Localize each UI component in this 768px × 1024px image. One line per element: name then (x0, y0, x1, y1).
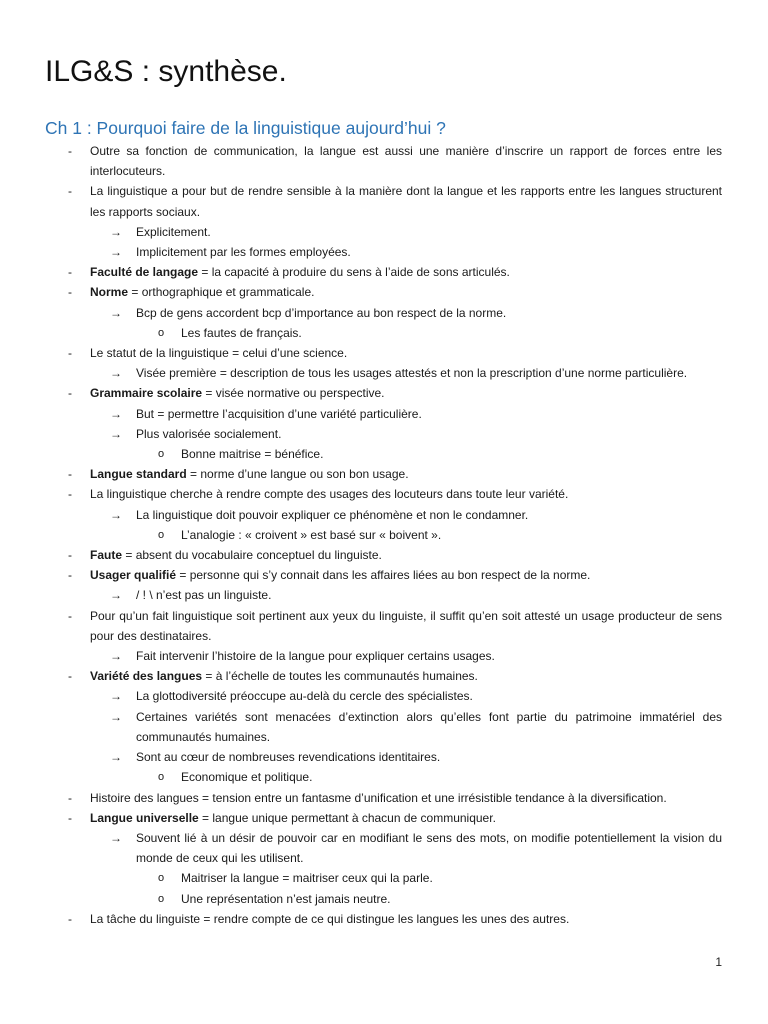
list-item (110, 585, 722, 605)
list-item (110, 424, 722, 444)
definition: = langue unique permettant à chacun de communiquer. (198, 810, 496, 825)
term: Langue standard (90, 467, 187, 482)
list-item (158, 323, 722, 343)
dash-marker: - (68, 487, 72, 502)
list-item (158, 889, 722, 909)
term: Faute (90, 548, 123, 563)
list-item-text (136, 828, 722, 868)
list-item (158, 525, 722, 545)
definition: Economique et politique. (181, 770, 313, 785)
arrow-icon: → (110, 588, 122, 603)
list-item-text (136, 646, 722, 666)
list-item (110, 747, 722, 767)
chapter-heading: Ch 1 : Pourquoi faire de la linguistique aujourd’hui ? (45, 118, 446, 138)
list-item (68, 808, 722, 828)
list-item-text (136, 585, 722, 605)
list-item-text (90, 666, 722, 686)
list-item-text (136, 686, 722, 706)
list-item (68, 181, 722, 221)
term: Norme (90, 285, 129, 300)
term: Faculté de langage (90, 265, 199, 280)
definition: Les fautes de français. (181, 325, 302, 340)
list-item-text (136, 303, 722, 323)
term: Langue universelle (90, 810, 199, 825)
document-title: ILG&S : synthèse. (45, 55, 287, 88)
list-item (68, 484, 722, 504)
list-item-text (136, 505, 722, 525)
list-item (110, 686, 722, 706)
definition: Outre sa fonction de communication, la langue est aussi une manière d’inscrire un rapport de forces entre les interlocuteurs. (90, 144, 722, 179)
dash-marker: - (68, 386, 72, 401)
dash-marker: - (68, 144, 72, 158)
definition: / ! \ n’est pas un linguiste. (136, 588, 272, 603)
arrow-icon: → (110, 649, 122, 664)
list-item (68, 545, 722, 565)
list-item (158, 767, 722, 787)
list-item-text (90, 788, 722, 808)
definition: L’analogie : « croivent » est basé sur « boivent ». (181, 527, 442, 542)
list-item-text (90, 141, 722, 181)
definition: Explicitement. (136, 224, 211, 239)
dash-marker: - (68, 184, 72, 199)
arrow-icon: → (110, 709, 122, 724)
definition: Histoire des langues = tension entre un fantasme d’unification et une irrésistible tendance à la diversification. (90, 790, 667, 805)
arrow-icon: → (110, 426, 122, 441)
dash-marker: - (68, 608, 72, 623)
list-item-text (181, 767, 722, 787)
list-item-text (90, 606, 722, 646)
definition: Visée première = description de tous les usages attestés et non la prescription d’une norme particulière. (136, 366, 688, 381)
list-item (158, 868, 722, 888)
list-item (68, 141, 722, 181)
list-item-text (136, 424, 722, 444)
list-item (110, 404, 722, 424)
circle-bullet-icon: o (158, 771, 165, 784)
dash-marker: - (68, 265, 72, 280)
list-item (110, 242, 722, 262)
list-item (68, 282, 722, 302)
list-item (110, 363, 722, 383)
list-item (110, 707, 722, 747)
list-item-text (90, 262, 722, 282)
list-item (68, 343, 722, 363)
list-item-text (90, 383, 722, 403)
definition: = visée normative ou perspective. (202, 386, 385, 401)
list-item-text (136, 707, 722, 747)
definition: La linguistique a pour but de rendre sensible à la manière dont la langue et les rapports entre les langues structurent les rapports sociaux. (90, 184, 722, 219)
arrow-icon: → (110, 830, 122, 845)
definition: Sont au cœur de nombreuses revendications identitaires. (136, 750, 441, 765)
list-item-text (90, 484, 722, 504)
list-item-text (136, 222, 722, 242)
definition: Implicitement par les formes employées. (136, 245, 351, 260)
arrow-icon: → (110, 507, 122, 522)
circle-bullet-icon: o (158, 872, 165, 885)
list-item (110, 505, 722, 525)
definition: = absent du vocabulaire conceptuel du linguiste. (122, 548, 382, 563)
dash-marker: - (68, 790, 72, 805)
term: Variété des langues (90, 669, 203, 684)
dash-marker: - (68, 810, 72, 825)
list-item (68, 606, 722, 646)
definition: = personne qui s’y connait dans les affaires liées au bon respect de la norme. (176, 568, 591, 583)
list-item (110, 303, 722, 323)
definition: Bonne maitrise = bénéfice. (181, 447, 324, 462)
definition: La glottodiversité préoccupe au-delà du cercle des spécialistes. (136, 689, 473, 704)
list-item (68, 383, 722, 403)
circle-bullet-icon: o (158, 326, 165, 339)
list-item-text (90, 808, 722, 828)
page-number: 1 (715, 955, 722, 969)
dash-marker: - (68, 285, 72, 300)
dash-marker: - (68, 568, 72, 583)
definition: La tâche du linguiste = rendre compte de ce qui distingue les langues les unes des autres. (90, 911, 570, 926)
list-item (110, 222, 722, 242)
arrow-icon: → (110, 406, 122, 421)
list-item-text (90, 565, 722, 585)
arrow-icon: → (110, 224, 122, 239)
list-item-text (90, 181, 722, 221)
circle-bullet-icon: o (158, 448, 165, 461)
definition: Maitriser la langue = maitriser ceux qui la parle. (181, 871, 433, 886)
definition: Fait intervenir l’histoire de la langue pour expliquer certains usages. (136, 649, 495, 664)
list-item (68, 788, 722, 808)
circle-bullet-icon: o (158, 528, 165, 541)
dash-marker: - (68, 911, 72, 926)
definition: = la capacité à produire du sens à l’aide de sons articulés. (198, 265, 510, 280)
list-item (68, 909, 722, 929)
definition: Certaines variétés sont menacées d’extinction alors qu’elles font partie du patrimoine immatériel des communautés humaines. (136, 709, 722, 744)
list-item (110, 646, 722, 666)
list-item-text (136, 363, 722, 383)
definition: La linguistique doit pouvoir expliquer ce phénomène et non le condamner. (136, 507, 529, 522)
definition: Une représentation n’est jamais neutre. (181, 891, 391, 906)
list-item (68, 666, 722, 686)
list-item-text (136, 404, 722, 424)
list-item-text (181, 889, 722, 909)
list-item-text (181, 868, 722, 888)
dash-marker: - (68, 548, 72, 563)
list-item-text (181, 323, 722, 343)
term: Grammaire scolaire (90, 386, 203, 401)
list-item-text (90, 909, 722, 929)
list-item (110, 828, 722, 868)
list-item-text (90, 282, 722, 302)
arrow-icon: → (110, 305, 122, 320)
list-item-text (90, 464, 722, 484)
definition: = norme d’une langue ou son bon usage. (186, 467, 409, 482)
term: Usager qualifié (90, 568, 177, 583)
arrow-icon: → (110, 245, 122, 260)
list-item (158, 444, 722, 464)
definition: La linguistique cherche à rendre compte des usages des locuteurs dans toute leur variété. (90, 487, 569, 502)
list-item-text (136, 747, 722, 767)
dash-marker: - (68, 346, 72, 361)
dash-marker: - (68, 669, 72, 684)
arrow-icon: → (110, 689, 122, 704)
definition: Souvent lié à un désir de pouvoir car en modifiant le sens des mots, on modifie potentiellement la vision du monde de ceux qui les utilisent. (136, 830, 722, 866)
arrow-icon: → (110, 750, 122, 765)
bullet-list (0, 141, 768, 929)
definition: But = permettre l’acquisition d’une variété particulière. (136, 406, 422, 421)
list-item-text (90, 343, 722, 363)
list-item-text (181, 444, 722, 464)
list-item (68, 262, 722, 282)
list-item-text (181, 525, 722, 545)
list-item-text (90, 545, 722, 565)
arrow-icon: → (110, 366, 122, 381)
definition: = à l’échelle de toutes les communautés humaines. (202, 669, 478, 684)
definition: Le statut de la linguistique = celui d’une science. (90, 346, 348, 361)
list-item (68, 464, 722, 484)
dash-marker: - (68, 467, 72, 482)
definition: Bcp de gens accordent bcp d’importance au bon respect de la norme. (136, 305, 507, 320)
list-item-text (136, 242, 722, 262)
list-item (68, 565, 722, 585)
definition: = orthographique et grammaticale. (128, 285, 315, 300)
circle-bullet-icon: o (158, 892, 165, 905)
definition: Pour qu’un fait linguistique soit pertinent aux yeux du linguiste, il suffit qu’en soit attesté un usage producteur de sens pour des destinataires. (90, 608, 722, 643)
definition: Plus valorisée socialement. (136, 426, 282, 441)
